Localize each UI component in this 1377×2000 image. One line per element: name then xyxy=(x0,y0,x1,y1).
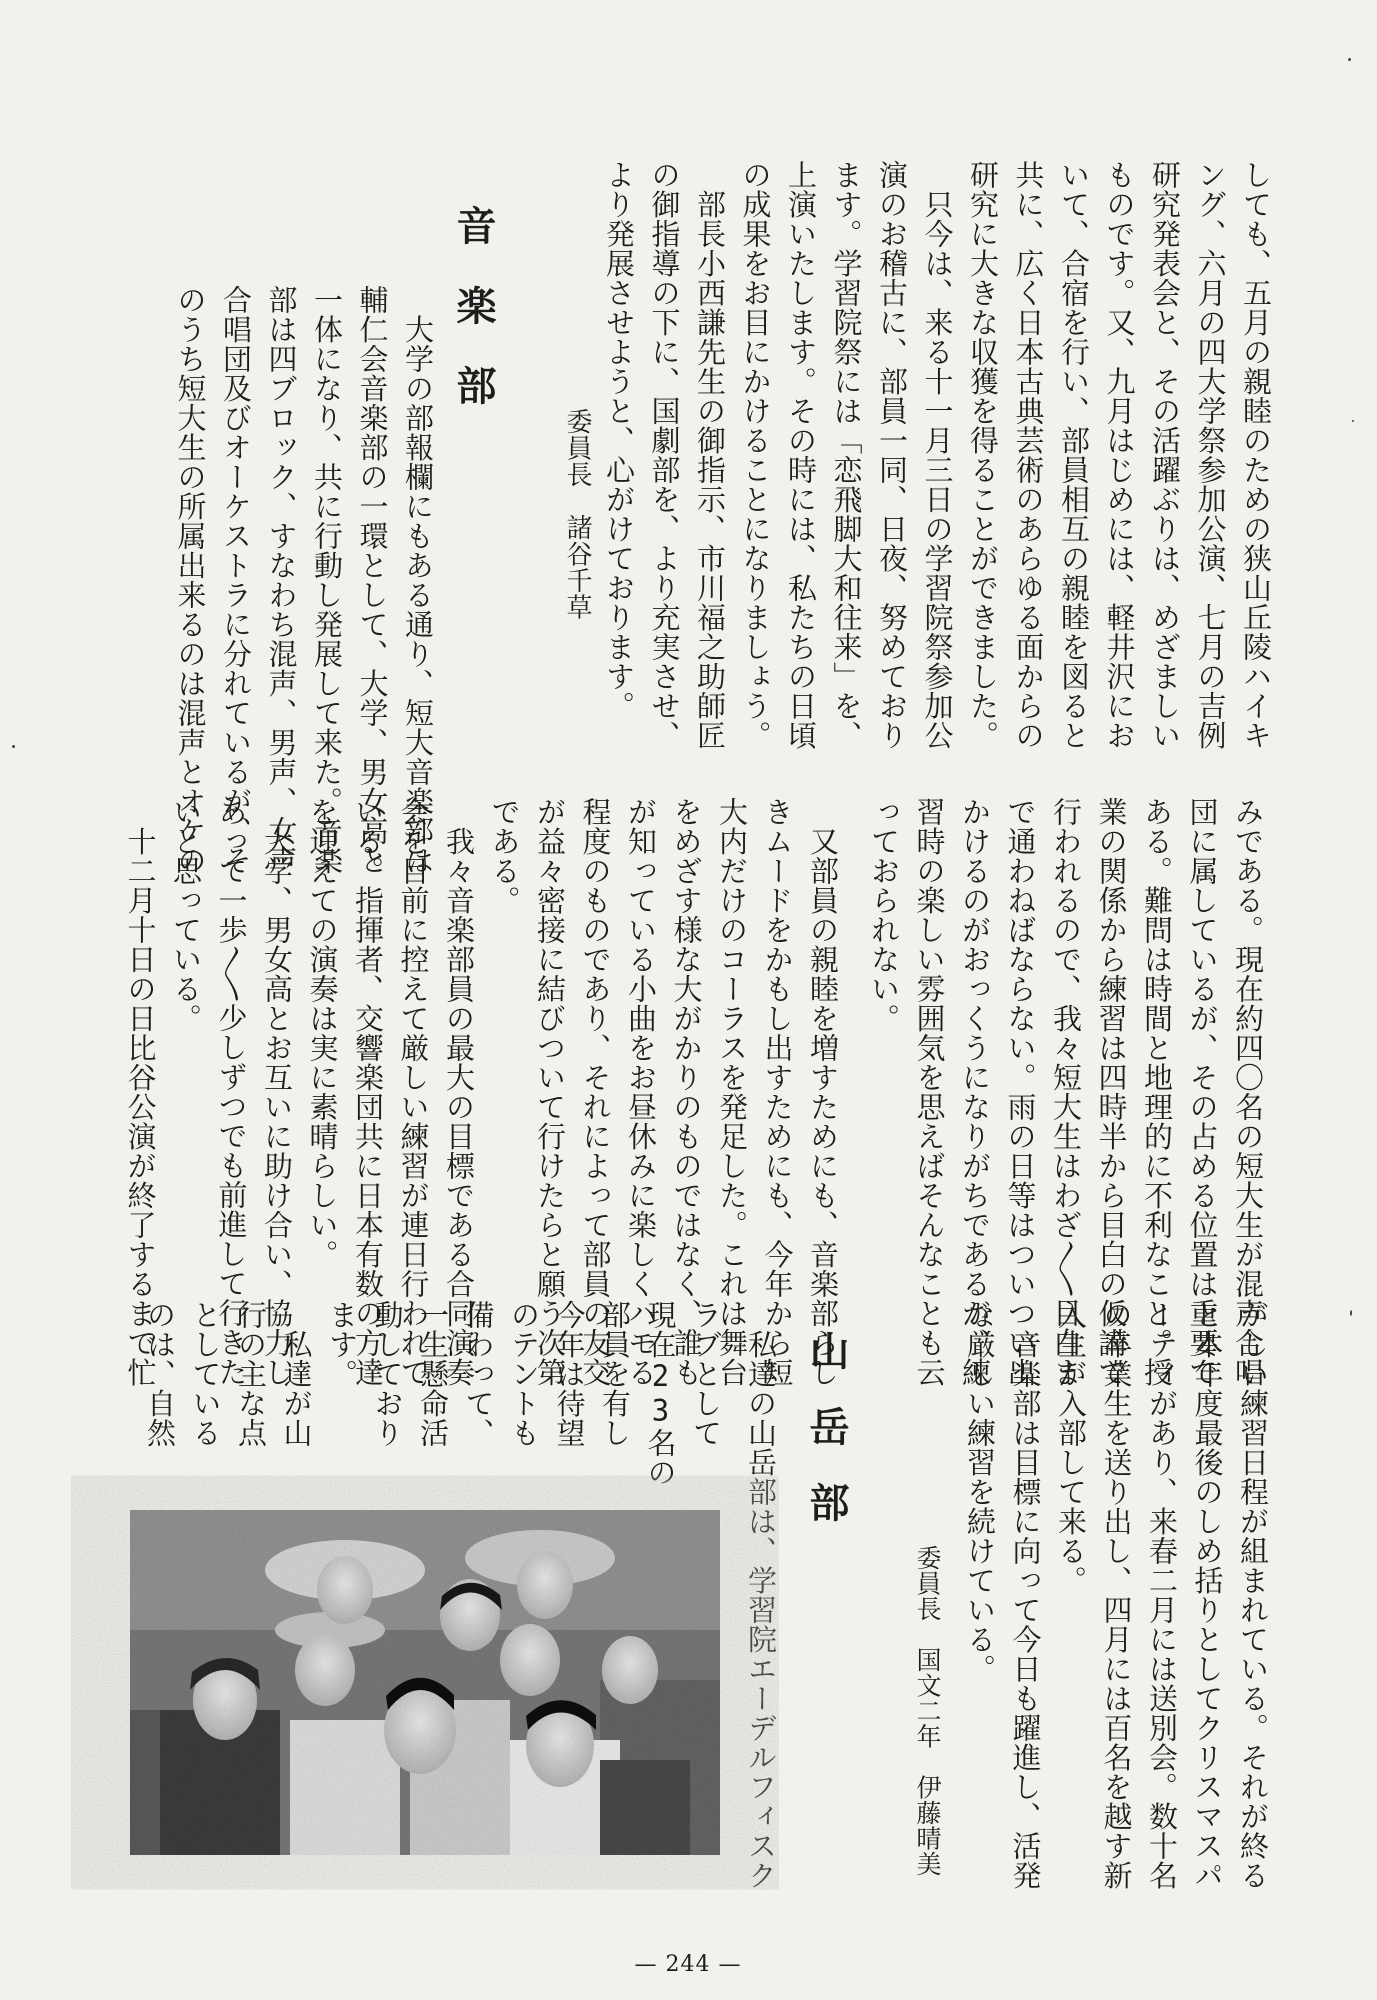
music-club-signature: 委員長 国文二年 伊藤晴美 xyxy=(913,1545,942,1877)
music-club-text-closing: がしい練習日程が組まれている。それが終る と本年度最後のしめ括りとしてクリスマスパ ーティがあり、来春二月には送別会。数十名 の卒業生を送り出し、四月には百名を越す新 入生が入部して来る。 音楽部は目標に向って今日も躍進し、活発 な厳しい練習を続けている。 xyxy=(963,1300,1270,1890)
mountaineering-club-text: 私達の山岳部は、学習院エーデルフィスク xyxy=(744,1300,778,1890)
mountaineering-club-text-beside-photo: ラブとして 現在23名の 部員を有し 今年は待望 のテントも 備わって、 一生懸命活 動しており ます。 私達が山 行の主な点 としている のは、自然 xyxy=(143,1300,723,1487)
music-club-heading: 音楽部 xyxy=(450,205,496,445)
music-club-text-body: 又部員の親睦を増すためにも、音楽部らし きムードをかもし出すためにも、今年から短 大内だけのコーラスを発足した。これは舞台 をめざす様な大がかりのものではなく、誰も が知っている小曲をお昼休みに楽しくハモる 程度のものであり、それによって部員の友交 が益々密接に結びついて行けたらと願う次第 である。 我々音楽部員の最大の目標である合同演奏 会を目前に控えて厳しい練習が連日行われて いる。指揮者、交響楽団共に日本有数の方達 を迎えての演奏は実に素晴らしい。 大学、男女高とお互いに助け合い、協力し あって一歩〳〵少しずつでも前進して行きた いと思っている。 十二月十日の日比谷公演が終了するまで忙 xyxy=(123,797,840,1387)
page-number: — 244 — xyxy=(634,1952,742,1977)
music-club-intro-text: 大学の部報欄にもある通り、短大音楽部は 輔仁会音楽部の一環として、大学、男女高と 一体になり、共に行動し発展して来た。音楽 部は四ブロック、すなわち混声、男声、女声 合唱団及びオーケストラに分れているが、そ のうち短大生の所属出来るのは混声とオケの xyxy=(173,285,435,875)
scan-speck xyxy=(1348,58,1351,61)
mountaineering-club-heading: 山岳部 xyxy=(803,1330,849,1558)
kokugeki-article-text: しても、五月の親睦のための狭山丘陵ハイキ ング、六月の四大学祭参加公演、七月の吉例 研究発表会と、その活躍ぶりは、めざましい ものです。又、九月はじめには、軽井沢にお いて、合宿を行い、部員相互の親睦を図ると 共に、広く日本古典芸術のあらゆる面からの 研究に大きな収獲を得ることができました。 只今は、来る十一月三日の学習院祭参加公 演のお稽古に、部員一同、日夜、努めており ます。学習院祭には「恋飛脚大和往来」を、 上演いたします。その時には、私たちの日頃 の成果をお目にかけることになりましょう。 部長小西謙先生の御指示、市川福之助師匠 の御指導の下に、国劇部を、より充実させ、 より発展させようと、心がけております。 xyxy=(602,160,1273,750)
group-photo xyxy=(130,1510,720,1855)
music-club-text-continued: みである。現在約四〇名の短大生が混声合唱 団に属しているが、その占める位置は重要で ある。難問は時間と地理的に不利なこと。授 業の関係から練習は四時半から目白の仮講で 行われるので、我々短大生はわざ〳〵目白ま で通わねばならない。雨の日等はついつい出 かけるのがおっくうになりがちであるが、練 習時の楽しい雰囲気を思えばそんなことも云 っておられない。 xyxy=(867,797,1265,1387)
scan-speck xyxy=(12,745,15,748)
scan-speck xyxy=(1352,420,1354,422)
scan-speck xyxy=(1350,1310,1352,1316)
kokugeki-signature: 委員長 諸谷千草 xyxy=(562,408,592,620)
